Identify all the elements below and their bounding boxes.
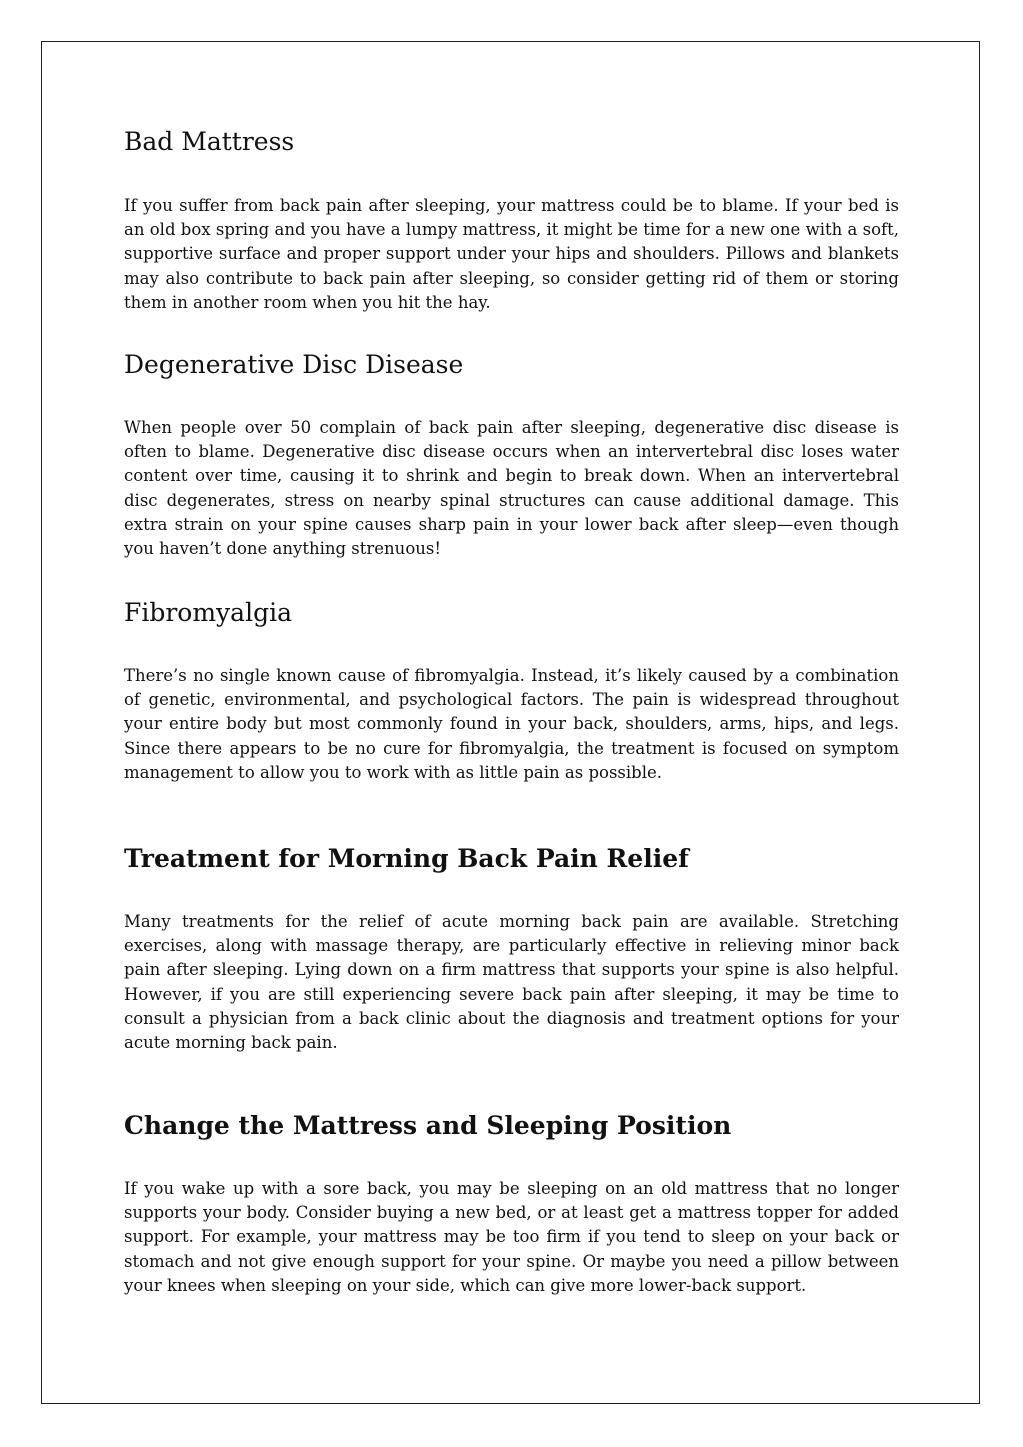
paragraph-treatment: Many treatments for the relief of acute morning back pain are available. Stretching exercises, along with massage therapy, are particularly effective in relieving minor back pain after sleeping. Lying down on a firm mattress that supports your spine is also helpful. However, if you are still experiencing severe back pain after sleeping, it may be time to consult a physician from a back clinic about the diagnosis and treatment options for your acute morning back pain. <box>124 912 899 1053</box>
heading-treatment: Treatment for Morning Back Pain Relief <box>124 844 689 873</box>
paragraph-change-mattress: If you wake up with a sore back, you may be sleeping on an old mattress that no longer supports your body. Consider buying a new bed, or at least get a mattress topper for added support. For example, your mattress may be too firm if you tend to sleep on your back or stomach and not give enough support for your spine. Or maybe you need a pillow between your knees when sleeping on your side, which can give more lower-back support. <box>124 1179 899 1295</box>
paragraph-fibromyalgia: There’s no single known cause of fibromyalgia. Instead, it’s likely caused by a combination of genetic, environmental, and psychological factors. The pain is widespread throughout your entire body but most commonly found in your back, shoulders, arms, hips, and legs. Since there appears to be no cure for fibromyalgia, the treatment is focused on symptom management to allow you to work with as little pain as possible. <box>124 666 899 782</box>
heading-fibromyalgia: Fibromyalgia <box>124 598 292 627</box>
heading-change-mattress: Change the Mattress and Sleeping Position <box>124 1111 732 1140</box>
heading-degenerative-disc-disease: Degenerative Disc Disease <box>124 350 464 379</box>
heading-bad-mattress: Bad Mattress <box>124 127 295 156</box>
paragraph-degenerative-disc-disease: When people over 50 complain of back pain after sleeping, degenerative disc disease is often to blame. Degenerative disc disease occurs when an intervertebral disc loses water content over time, causing it to shrink and begin to break down. When an intervertebral disc degenerates, stress on nearby spinal structures can cause additional damage. This extra strain on your spine causes sharp pain in your lower back after sleep—even though you haven’t done anything strenuous! <box>124 418 899 559</box>
paragraph-bad-mattress: If you suffer from back pain after sleeping, your mattress could be to blame. If your bed is an old box spring and you have a lumpy mattress, it might be time for a new one with a soft, supportive surface and proper support under your hips and shoulders. Pillows and blankets may also contribute to back pain after sleeping, so consider getting rid of them or storing them in another room when you hit the hay. <box>124 196 899 312</box>
